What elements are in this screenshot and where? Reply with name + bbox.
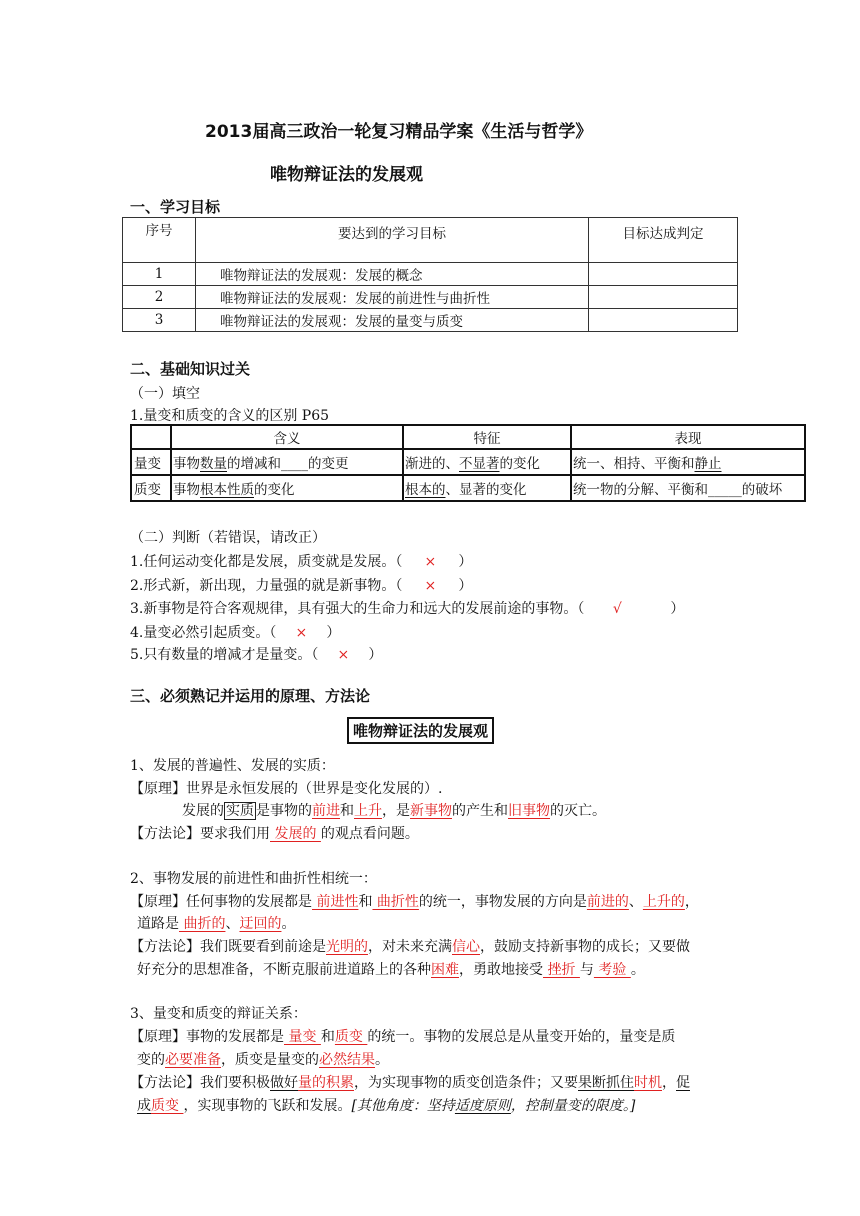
goal-text: 唯物辩证法的发展观：发展的前进性与曲折性	[196, 286, 589, 309]
goal-judge[interactable]	[589, 263, 738, 286]
goal-text: 唯物辩证法的发展观：发展的量变与质变	[196, 309, 589, 332]
fill-question: 1.量变和质变的含义的区别 P65	[130, 408, 330, 424]
cell-meaning: 事物根本性质的变化	[171, 475, 403, 501]
goals-header-no: 序号	[123, 218, 196, 263]
p2-principle-cont: 道路是 曲折的、迂回的。	[137, 916, 296, 932]
section2-heading: 二、基础知识过关	[130, 360, 251, 378]
col-feature: 特征	[403, 425, 571, 449]
p3-method: 【方法论】我们要积极做好量的积累，为实现事物的质变创造条件；又要果断抓住时机，促	[130, 1075, 690, 1091]
cell-show: 统一物的分解、平衡和_____的破坏	[571, 475, 805, 501]
table-row	[131, 449, 805, 475]
goal-no: 1	[123, 263, 196, 286]
row-label: 质变	[131, 475, 171, 501]
p2-method-cont: 好充分的思想准备，不断克服前进道路上的各种困难，勇敢地接受 挫折 与 考验 。	[137, 962, 645, 978]
cell-show: 统一、相持、平衡和静止	[571, 449, 805, 475]
p3-principle-cont: 变的必要准备，质变是量变的必然结果。	[137, 1052, 389, 1068]
p2-method: 【方法论】我们既要看到前途是光明的，对未来充满信心，鼓励支持新事物的成长；又要做	[130, 939, 690, 955]
p1-essence: 发展的 实质 是事物的前进和上升，是新事物的产生和旧事物的灭亡。	[182, 803, 606, 819]
boxed-title: 唯物辩证法的发展观	[347, 717, 494, 744]
judgment-item: 4.量变必然引起质变。（ × ）	[130, 625, 341, 641]
cell-feature: 渐进的、不显著的变化	[403, 449, 571, 475]
goal-judge[interactable]	[589, 309, 738, 332]
table-row	[131, 475, 805, 501]
row-label: 量变	[131, 449, 171, 475]
p3-title: 3、量变和质变的辩证关系：	[130, 1006, 307, 1022]
page-title: 2013届高三政治一轮复习精品学案《生活与哲学》	[205, 122, 593, 142]
p1-method: 【方法论】要求我们用 发展的 的观点看问题。	[130, 826, 419, 842]
p3-method-cont: 成质变 ，实现事物的飞跃和发展。[其他角度：坚持适度原则，控制量变的限度。]	[137, 1098, 636, 1114]
p2-title: 2、事物发展的前进性和曲折性相统一：	[130, 871, 377, 887]
p2-principle: 【原理】任何事物的发展都是 前进性和 曲折性的统一，事物发展的方向是前进的、上升的，	[130, 894, 699, 910]
judgment-item: 3.新事物是符合客观规律，具有强大的生命力和远大的发展前途的事物。（ √ ）	[130, 601, 685, 617]
judgment-item: 5.只有数量的增减才是量变。（ × ）	[130, 647, 383, 663]
table-row	[123, 309, 738, 332]
goal-no: 2	[123, 286, 196, 309]
goal-text: 唯物辩证法的发展观：发展的概念	[196, 263, 589, 286]
judgment-item: 1.任何运动变化都是发展，质变就是发展。（ × ）	[130, 554, 473, 570]
goals-header-judge: 目标达成判定	[589, 218, 738, 263]
goals-table	[122, 217, 738, 332]
col-meaning: 含义	[171, 425, 403, 449]
p1-principle: 【原理】世界是永恒发展的（世界是变化发展的）.	[130, 781, 443, 797]
table-row	[123, 263, 738, 286]
judgment-item: 2.形式新，新出现，力量强的就是新事物。（ × ）	[130, 578, 473, 594]
judge-subheading: （二）判断（若错误，请改正）	[130, 530, 326, 546]
goal-no: 3	[123, 309, 196, 332]
cell-meaning: 事物数量的增减和____的变更	[171, 449, 403, 475]
cell-feature: 根本的、显著的变化	[403, 475, 571, 501]
page-subtitle: 唯物辩证法的发展观	[270, 165, 423, 185]
col-show: 表现	[571, 425, 805, 449]
p3-principle: 【原理】事物的发展都是 量变 和质变 的统一。事物的发展总是从量变开始的，量变是质	[130, 1029, 676, 1045]
section1-heading: 一、学习目标	[130, 198, 221, 216]
p1-title: 1、发展的普遍性、发展的实质：	[130, 758, 335, 774]
goals-header-goal: 要达到的学习目标	[196, 218, 589, 263]
section3-heading: 三、必须熟记并运用的原理、方法论	[130, 687, 371, 705]
change-table	[130, 424, 806, 502]
goal-judge[interactable]	[589, 286, 738, 309]
table-row	[123, 286, 738, 309]
fill-subheading: （一）填空	[130, 386, 200, 402]
